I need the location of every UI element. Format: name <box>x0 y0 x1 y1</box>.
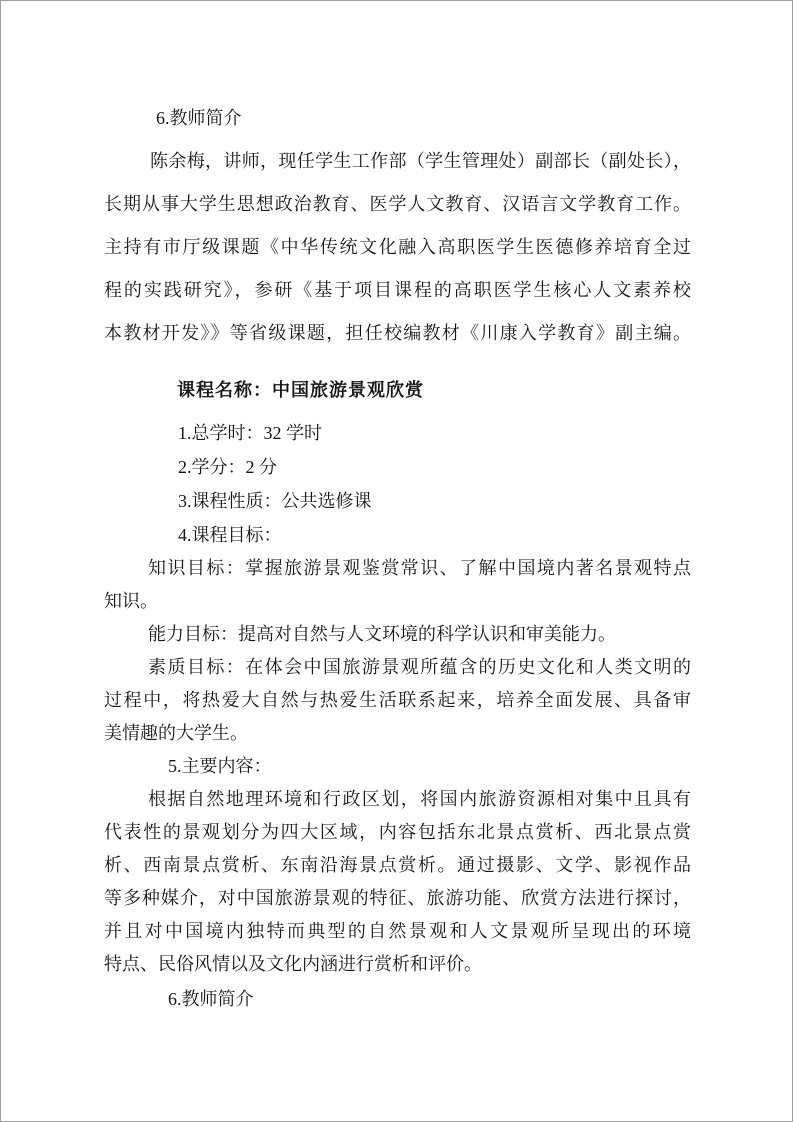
teacher-bio-line: 陈余梅，讲师，现任学生工作部（学生管理处）副部长（副处长）， <box>150 151 691 171</box>
main-content-line: 析、西南景点赏析、东南沿海景点赏析。通过摄影、文学、影视作品 <box>104 855 691 875</box>
quality-goal-line: 过程中，将热爱大自然与热爱生活联系起来，培养全面发展、具备审 <box>104 690 691 710</box>
teacher-bio-line: 长期从事大学生思想政治教育、医学人文教育、汉语言文学教育工作。 <box>104 194 691 214</box>
main-content-line: 特点、民俗风情以及文化内涵进行赏析和评价。 <box>104 954 482 974</box>
main-content-line: 根据自然地理环境和行政区划，将国内旅游资源相对集中且具有 <box>148 789 691 809</box>
course-item-course-goals: 4.课程目标： <box>178 525 282 545</box>
teacher-bio-line: 主持有市厅级课题《中华传统文化融入高职医学生医德修养培育全过 <box>104 237 691 257</box>
main-content-line: 等多种媒介，对中国旅游景观的特征、旅游功能、欣赏方法进行探讨， <box>104 888 691 908</box>
main-content-line: 代表性的景观划分为四大区域，内容包括东北景点赏析、西北景点赏 <box>104 822 691 842</box>
course-item-main-content: 5.主要内容： <box>168 756 272 776</box>
teacher-intro-item-label: 6.教师简介 <box>168 989 254 1009</box>
quality-goal-line: 美情趣的大学生。 <box>104 723 248 743</box>
document-body <box>104 97 691 1016</box>
quality-goal-line: 素质目标：在体会中国旅游景观所蕴含的历史文化和人类文明的 <box>148 657 691 677</box>
teacher-bio-line: 本教材开发》》等省级课题，担任校编教材《川康入学教育》副主编。 <box>104 323 691 343</box>
course-item-course-type: 3.课程性质：公共选修课 <box>178 491 372 511</box>
teacher-intro-item-label: 6.教师简介 <box>156 108 242 128</box>
course-title-heading: 课程名称：中国旅游景观欣赏 <box>177 380 424 400</box>
course-item-total-hours: 1.总学时：32 学时 <box>178 423 322 443</box>
knowledge-goal-line: 知识。 <box>104 591 158 611</box>
teacher-bio-line: 程的实践研究》，参研《基于项目课程的高职医学生核心人文素养校 <box>104 280 691 300</box>
knowledge-goal-line: 知识目标：掌握旅游景观鉴赏常识、了解中国境内著名景观特点 <box>148 558 691 578</box>
course-item-credits: 2.学分：2 分 <box>178 457 277 477</box>
main-content-line: 并且对中国境内独特而典型的自然景观和人文景观所呈现出的环境 <box>104 921 691 941</box>
ability-goal-line: 能力目标：提高对自然与人文环境的科学认识和审美能力。 <box>148 624 616 644</box>
